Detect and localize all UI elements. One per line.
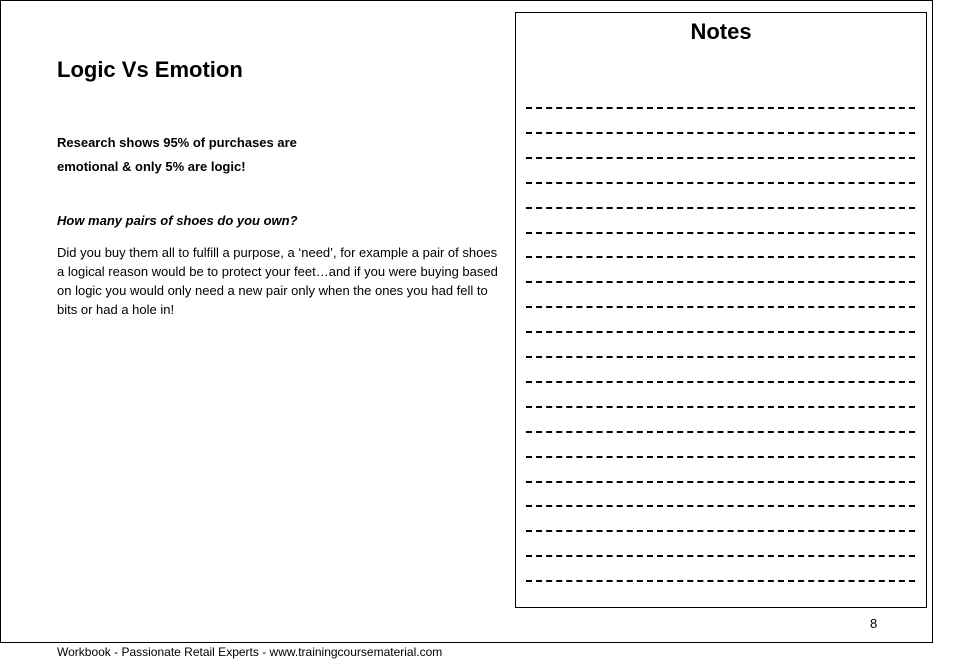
page-title: Logic Vs Emotion (57, 57, 243, 82)
note-line (526, 157, 915, 159)
note-line (526, 331, 915, 333)
note-line (526, 232, 915, 234)
note-line (526, 281, 915, 283)
note-line (526, 356, 915, 358)
notes-title: Notes (690, 19, 752, 44)
note-line (526, 481, 915, 483)
note-line (526, 107, 915, 109)
note-line (526, 431, 915, 433)
note-line (526, 381, 915, 383)
note-line (526, 456, 915, 458)
footer-text: Workbook - Passionate Retail Experts - www.trainingcoursematerial.com (57, 645, 443, 659)
notes-box (515, 12, 927, 608)
lead-paragraph: Research shows 95% of purchases are emotional & only 5% are logic! (57, 135, 297, 174)
page-number: 8 (870, 616, 878, 631)
note-line (526, 406, 915, 408)
note-line (526, 580, 915, 582)
note-line (526, 182, 915, 184)
note-line (526, 306, 915, 308)
note-line (526, 505, 915, 507)
note-line (526, 530, 915, 532)
note-line (526, 132, 915, 134)
body-paragraph: Did you buy them all to fulfill a purpose, a ‘need’, for example a pair of shoes a logical reason would be to protect your feet…and if you were buying based on logic you would only need a new pair only when the ones you had fell to bits or had a hole in! (57, 245, 498, 317)
note-line (526, 256, 915, 258)
note-line (526, 555, 915, 557)
question-text: How many pairs of shoes do you own? (57, 213, 298, 228)
note-line (526, 207, 915, 209)
